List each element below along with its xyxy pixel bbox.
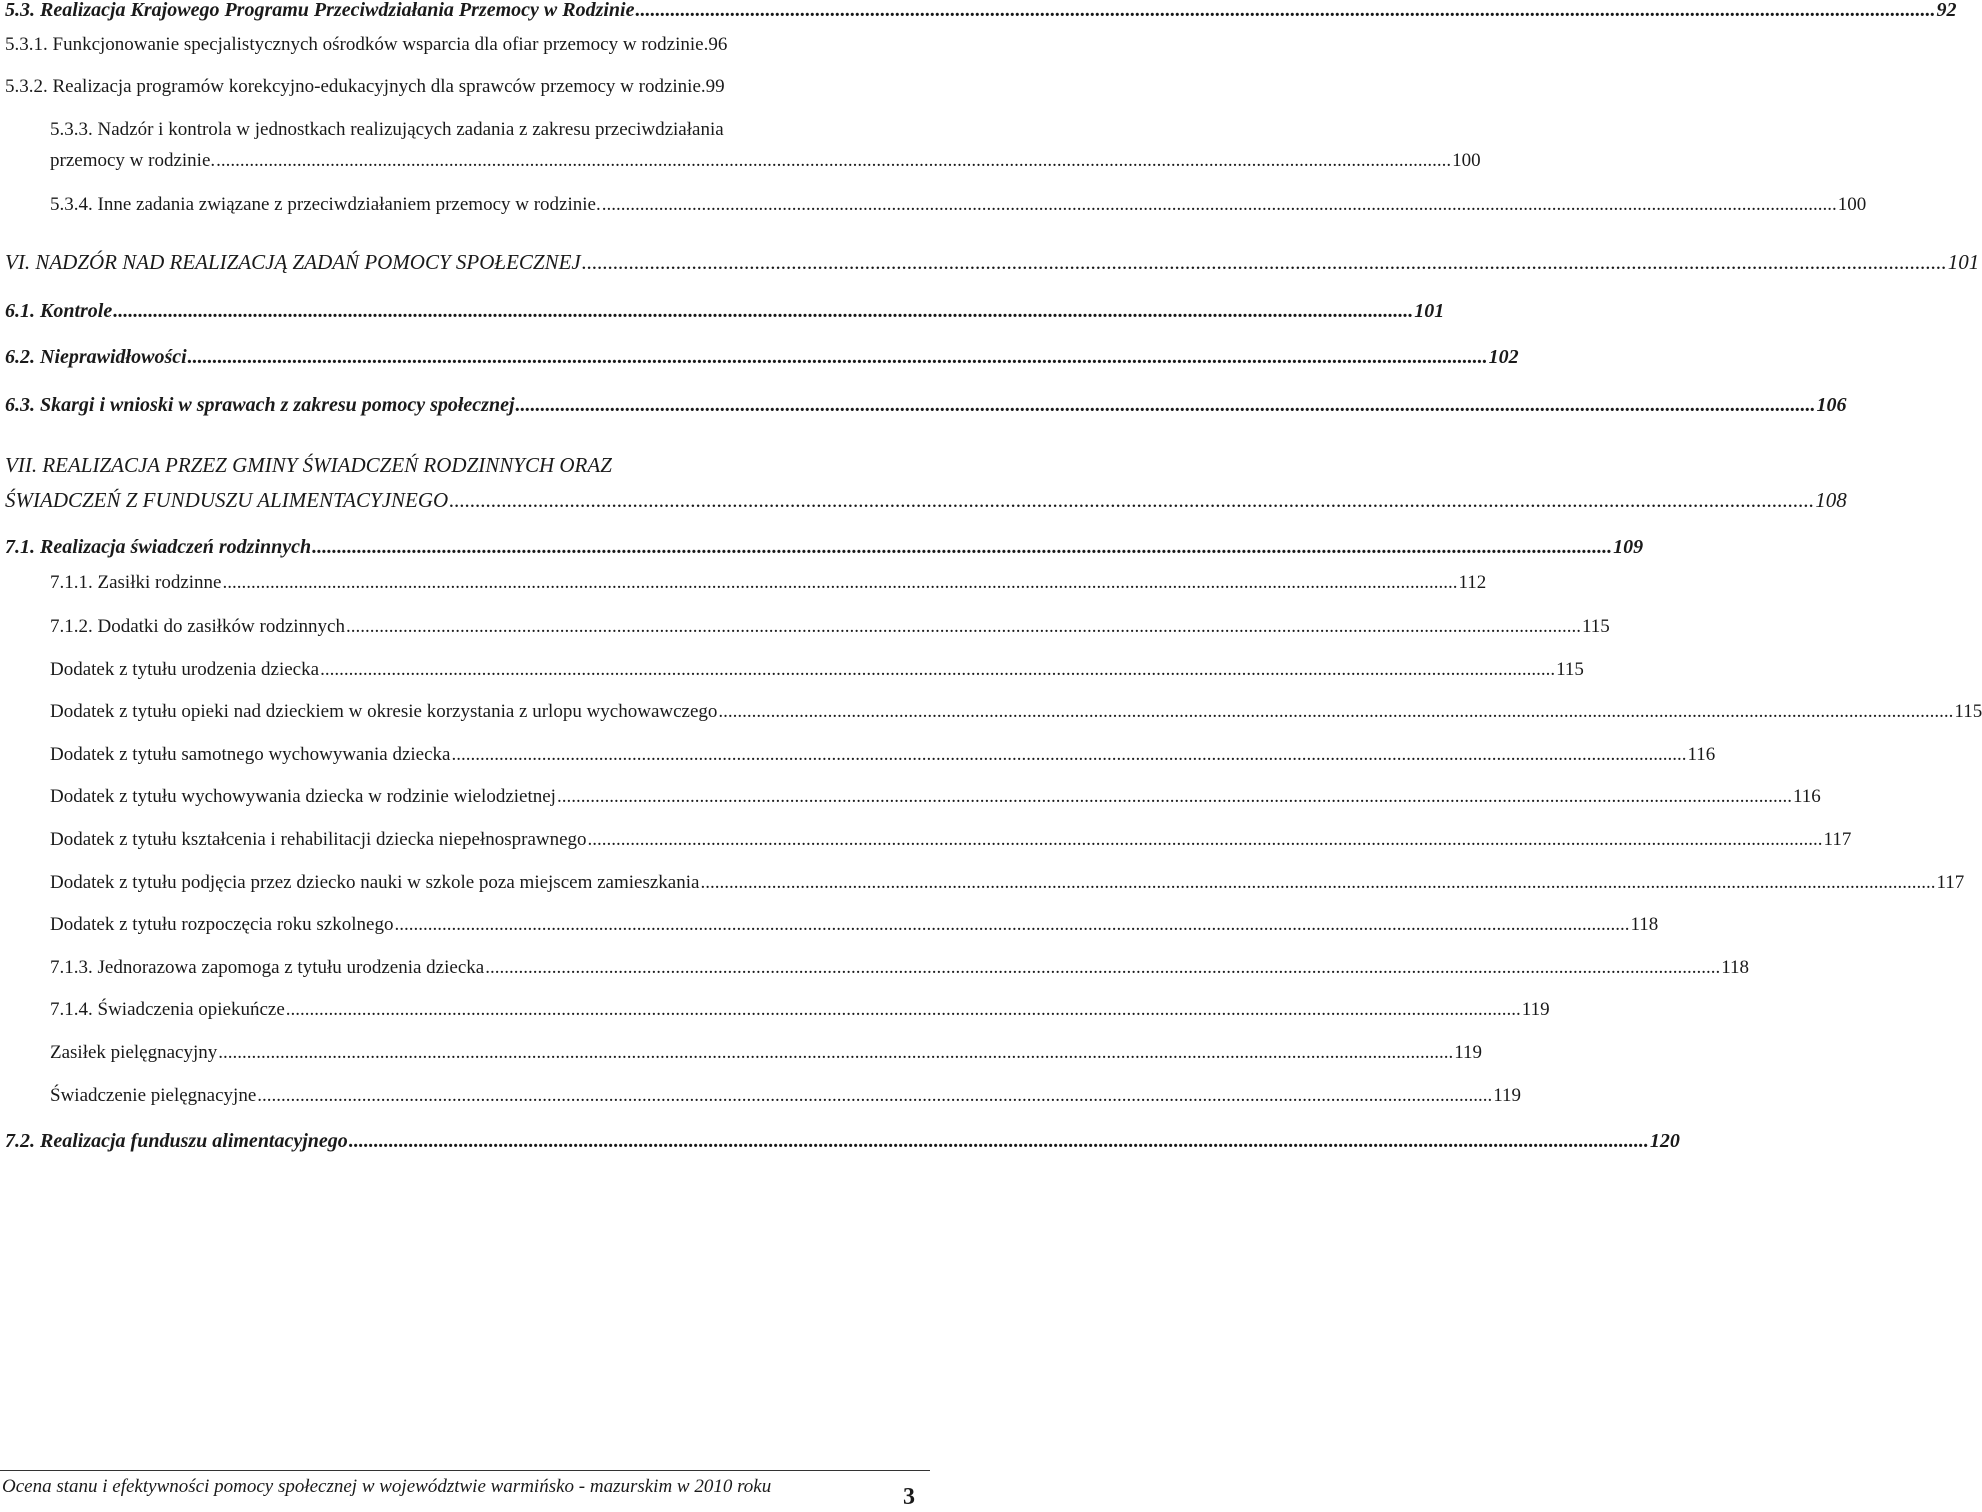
toc-entry[interactable]	[50, 914, 1659, 936]
toc-entry[interactable]	[50, 744, 1716, 766]
footer-text: Ocena stanu i efektywności pomocy społecznej w województwie warmińsko - mazurskim w 2010 roku	[2, 1476, 772, 1497]
toc-entry-title: 5.3. Realizacja Krajowego Programu Przeciwdziałania Przemocy w Rodzinie	[5, 0, 635, 21]
toc-entry[interactable]	[50, 999, 1550, 1021]
toc-entry-title: 6.3. Skargi i wnioski w sprawach z zakresu pomocy społecznej	[5, 394, 515, 416]
dot-leader	[223, 572, 1458, 594]
toc-entry-page: 106	[1816, 394, 1847, 416]
toc-entry-title: przemocy w rodzinie.	[50, 150, 216, 171]
dot-leader	[635, 0, 1935, 22]
toc-entry-title: 7.1.1. Zasiłki rodzinne	[50, 572, 222, 593]
toc-entry[interactable]	[50, 572, 1487, 594]
toc-entry[interactable]	[50, 659, 1584, 681]
toc-entry[interactable]	[50, 872, 1965, 894]
toc-entry[interactable]	[5, 536, 1644, 559]
toc-entry-page: 92	[1936, 0, 1957, 21]
toc-entry-title-line1: 5.3.3. Nadzór i kontrola w jednostkach realizujących zadania z zakresu przeciwdziałania	[50, 119, 724, 140]
toc-entry-page: 101	[1414, 300, 1445, 322]
toc-entry-page: 116	[1687, 744, 1716, 765]
toc-entry[interactable]	[50, 957, 1749, 979]
toc-entry-title: ŚWIADCZEŃ Z FUNDUSZU ALIMENTACYJNEGO	[5, 488, 449, 512]
toc-entry-page: 115	[1556, 659, 1584, 680]
toc-entry-page: 118	[1721, 957, 1749, 978]
dot-leader	[312, 536, 1612, 559]
dot-leader	[113, 300, 1413, 323]
dot-leader	[349, 1130, 1649, 1153]
toc-entry-title: Dodatek z tytułu rozpoczęcia roku szkolnego	[50, 914, 394, 935]
toc-entry-page: 102	[1488, 346, 1519, 368]
toc-entry-title: Zasiłek pielęgnacyjny	[50, 1042, 218, 1063]
toc-entry-page: 119	[1454, 1042, 1483, 1063]
dot-leader	[602, 194, 1837, 216]
dot-leader	[216, 150, 1451, 172]
toc-entry-title: 7.2. Realizacja funduszu alimentacyjnego	[5, 1130, 348, 1152]
toc-entry[interactable]	[50, 1042, 1483, 1064]
dot-leader	[582, 250, 1947, 275]
toc-entry[interactable]	[5, 394, 1847, 417]
dot-leader	[320, 659, 1555, 681]
toc-entry-title: Dodatek z tytułu wychowywania dziecka w rodzinie wielodzietnej	[50, 786, 556, 807]
toc-entry-page: 101	[1947, 250, 1980, 274]
toc-entry-title: 6.1. Kontrole	[5, 300, 113, 322]
dot-leader	[449, 488, 1814, 513]
toc-entry-title: Dodatek z tytułu podjęcia przez dziecko nauki w szkole poza miejscem zamieszkania	[50, 872, 700, 893]
dot-leader	[557, 786, 1792, 808]
toc-entry[interactable]	[5, 250, 1980, 275]
toc-entry-page: 118	[1630, 914, 1659, 935]
toc-entry[interactable]	[50, 1085, 1522, 1107]
toc-entry-title: Dodatek z tytułu urodzenia dziecka	[50, 659, 320, 680]
toc-entry-page: 117	[1936, 872, 1965, 893]
toc-entry-page: 115	[1581, 616, 1610, 637]
toc-entry-title: Dodatek z tytułu samotnego wychowywania dziecka	[50, 744, 451, 765]
toc-entry[interactable]	[5, 346, 1519, 369]
toc-entry[interactable]	[5, 76, 950, 98]
toc-entry-page: 116	[1792, 786, 1821, 807]
toc-entry-title: 5.3.1. Funkcjonowanie specjalistycznych ośrodków wsparcia dla ofiar przemocy w rodzinie.	[5, 34, 709, 55]
toc-entry-title: VI. NADZÓR NAD REALIZACJĄ ZADAŃ POMOCY SPOŁECZNEJ	[5, 250, 581, 274]
footer-rule	[0, 1470, 930, 1471]
toc-entry-title: Dodatek z tytułu opieki nad dzieckiem w okresie korzystania z urlopu wychowawczego	[50, 701, 718, 722]
toc-entry-title: 7.1.3. Jednorazowa zapomoga z tytułu urodzenia dziecka	[50, 957, 485, 978]
toc-entry-title: 7.1.4. Świadczenia opiekuńcze	[50, 999, 285, 1020]
dot-leader	[286, 999, 1521, 1021]
toc-entry[interactable]	[5, 488, 1847, 513]
dot-leader	[451, 744, 1686, 766]
toc-entry-page: 100	[1837, 194, 1867, 215]
toc-entry-page: 100	[1452, 150, 1481, 171]
dot-leader	[588, 829, 1823, 851]
toc-entry-page: 115	[1954, 701, 1982, 722]
dot-leader	[516, 394, 1816, 417]
toc-entry-page: 119	[1493, 1085, 1522, 1106]
page-number: 3	[903, 1484, 915, 1510]
toc-entry[interactable]	[5, 300, 1445, 323]
toc-entry-title: Dodatek z tytułu kształcenia i rehabilitacji dziecka niepełnosprawnego	[50, 829, 587, 850]
dot-leader	[346, 616, 1581, 638]
toc-entry-page: 108	[1815, 488, 1847, 512]
toc-entry[interactable]	[50, 829, 1852, 851]
toc-entry-page: 120	[1649, 1130, 1680, 1152]
toc-entry-title: 5.3.2. Realizacja programów korekcyjno-edukacyjnych dla sprawców przemocy w rodzinie.	[5, 76, 706, 97]
toc-entry-title: 6.2. Nieprawidłowości	[5, 346, 187, 368]
toc-entry-title: 7.1. Realizacja świadczeń rodzinnych	[5, 536, 312, 558]
toc-entry[interactable]	[50, 194, 1867, 216]
dot-leader	[718, 701, 1953, 723]
dot-leader	[485, 957, 1720, 979]
dot-leader	[394, 914, 1629, 936]
dot-leader	[218, 1042, 1453, 1064]
toc-entry[interactable]	[50, 150, 1481, 172]
toc-entry-title: 5.3.4. Inne zadania związane z przeciwdziałaniem przemocy w rodzinie.	[50, 194, 601, 215]
toc-entry-page: 117	[1823, 829, 1852, 850]
dot-leader	[700, 872, 1935, 894]
toc-entry-title-line1: VII. REALIZACJA PRZEZ GMINY ŚWIADCZEŃ RODZINNYCH ORAZ	[5, 453, 612, 477]
dot-leader	[257, 1085, 1492, 1107]
toc-entry[interactable]	[5, 1130, 1680, 1153]
toc-entry[interactable]	[5, 0, 1957, 22]
toc-entry-page: 109	[1613, 536, 1644, 558]
toc-entry[interactable]	[50, 701, 1982, 723]
toc-entry-page: 96	[708, 34, 728, 55]
toc-entry[interactable]	[50, 786, 1821, 808]
toc-entry[interactable]	[50, 616, 1610, 638]
toc-entry-page: 119	[1521, 999, 1550, 1020]
toc-entry-title: Świadczenie pielęgnacyjne	[50, 1085, 257, 1106]
toc-entry-title: 7.1.2. Dodatki do zasiłków rodzinnych	[50, 616, 345, 637]
dot-leader	[188, 346, 1488, 369]
toc-entry-page: 112	[1458, 572, 1487, 593]
toc-entry[interactable]	[5, 34, 950, 56]
toc-entry-page: 99	[705, 76, 725, 97]
page-footer	[0, 1440, 960, 1512]
